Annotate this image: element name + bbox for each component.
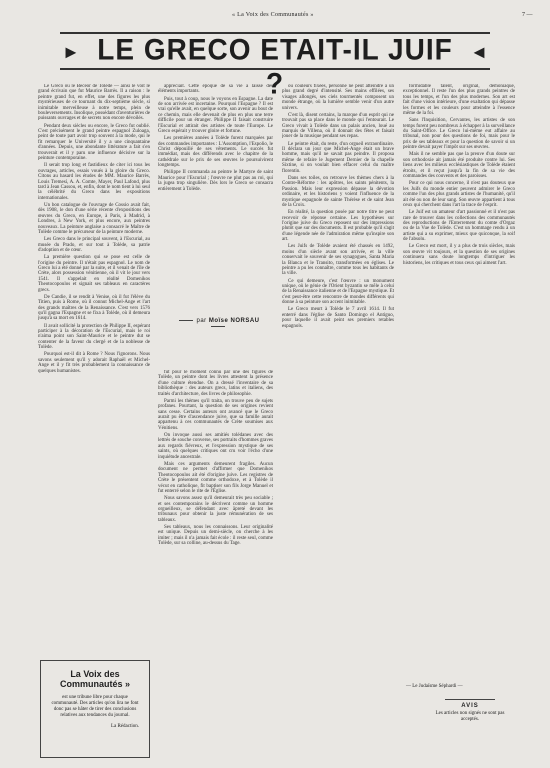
- article-column-1: [38, 84, 150, 656]
- paragraph: Puis, tout à coup, nous le voyons en Espagne. La date de son arrivée est incertaine. Pourquoi l'Espagne ? Il est vrai qu'elle avait, en quelque sorte, son avenir au bout de ce chemin, mais elle devenait de plus en plus une terre difficile pour un étranger. Philippe II faisait construire l'Escurial et attirait des artistes de toute l'Europe. Le Greco espérait y trouver gloire et fortune.: [158, 96, 273, 135]
- byline-prefix: par: [196, 318, 207, 324]
- notice-body: est une tribune libre pour chaque communauté. Des articles qu'on lira ne font donc pas se hâter de tirer des conclusions relatives aux tendances du journal.: [51, 695, 139, 718]
- notice-title: La Voix des Communautés »: [59, 669, 130, 689]
- article-column-4: [403, 84, 515, 680]
- paragraph: Le Juif est un amateur d'art passionné et il n'est pas rare de trouver dans les collections des communautés des reproductions de l'Enterrement du comte d'Orgaz ou de la Vue de Tolède. C'est un hommage rendu à un artiste qui a su exprimer, mieux que quiconque, la soif de l'absolu.: [403, 210, 515, 243]
- paragraph: Il avait sollicité la protection de Philippe II, espérant participer à la décoration de l'Escurial, mais le roi n'aima point son Saint-Maurice et le peintre dut se contenter de la faveur du clergé et de la noblesse de Tolède.: [38, 323, 150, 351]
- paragraph: Pendant deux siècles ou encore, le Greco fut oublié. C'est précisément le grand peintre espagnol Zuloaga, peint de toute part avoir trop souvent à la mode, qui le fit remarquer le Université il y a une cinquantaine d'années. Depuis, une abondante littérature a fait s'en trouverait et il y paru une influence décisive sur la peinture contemporaine.: [38, 123, 150, 162]
- left-arrow-icon: ►: [62, 42, 80, 62]
- paragraph: De Candie, il se rendit à Venise, où il fut l'élève du Titien, puis à Rome, où il connut Michel-Ange et l'art des grands maîtres de la Renaissance. C'est vers 1576 qu'il gagna l'Espagne et se fixa à Tolède, où il demeura jusqu'à sa mort en 1614.: [38, 294, 150, 322]
- paragraph: Les premières années à Tolède furent marquées par des commandes importantes : L'Assomption, l'Espolio, le Christ dépouillé de ses vêtements. Le succès fut immédiat, mais des différends avec le chapitre de la cathédrale sur le prix de ses œuvres le poursuivirent longtemps.: [158, 136, 273, 169]
- article-column-3: [282, 84, 394, 684]
- paragraph: fut pour le moment connu par une des figures de Tolède, un peintre dont les livres attestent la présence d'une culture étendue. On a dressé l'inventaire de sa bibliothèque : des auteurs grecs, latins et italiens, des traités d'architecture, des livres de philosophie.: [158, 370, 273, 397]
- running-title: « La Voix des Communautés »: [232, 12, 314, 18]
- paragraph: Nous savons assez qu'il demeurait très peu sociable ; et ses contemporains le décrivent comme un homme orgueilleux, se défendant avec âpreté devant les tribunaux pour obtenir la juste rémunération de ses tableaux.: [158, 496, 273, 523]
- paragraph: Le peintre était, du reste, d'un orgueil extraordinaire. Il déclara un jour que Michel-Ange était un brave homme, mais qu'il ne savait pas peindre. Il proposa même de refaire le Jugement Dernier de la chapelle Sixtine, si on voulait bien effacer celui du maître florentin.: [282, 141, 394, 174]
- paragraph: Le Greco meurt à Tolède le 7 avril 1614. Il fut enterré dans l'église de Santo Domingo el Antiguo, pour laquelle il avait peint ses premiers retables espagnols.: [282, 307, 394, 329]
- page-number: 7 —: [522, 12, 533, 18]
- right-arrow-icon: ◄: [470, 42, 488, 62]
- paragraph: Pour ce qui nous concerne, il n'est pas douteux que les Juifs du monde entier peuvent admirer le Greco comme l'un des plus grands artistes de l'humanité, qu'il ait été ou non de leur sang. Son œuvre appartient à tous ceux qui cherchent dans l'art la trace de l'esprit.: [403, 181, 515, 208]
- paragraph: Mais il ne semble pas que la preuve d'un doute sur son orthodoxie ait jamais été produite contre lui. Ses liens avec les milieux ecclésiastiques de Tolède étaient étroits, et il reçut jusqu'à la fin de sa vie des commandes des couvents et des paroisses.: [403, 152, 515, 180]
- paragraph: Le Greco est mort, il y a plus de trois siècles, mais son œuvre vit toujours, et la question de ses origines continuera sans doute longtemps d'intriguer les historiens, les critiques et tous ceux qui aiment l'art.: [403, 244, 515, 266]
- paragraph: Sans l'Inquisition, Cervantes, les artistes de son temps furent peu nombreux à échapper à la surveillance du Saint-Office. Le Greco lui-même eut affaire au tribunal, non pour des questions de foi, mais pour le prix de ses tableaux et pour la question de savoir si un peintre devait payer l'impôt sur ses œuvres.: [403, 118, 515, 151]
- divider: [445, 699, 495, 700]
- article-column-2: [158, 84, 273, 306]
- paragraph: Ses tableaux, nous les connaissons. Leur originalité est unique. Depuis un demi-siècle, on cherche à les imiter ; mais il n'a jamais fait école : il reste seul, comme Tolède, sur sa colline, au-dessus du Tage.: [158, 524, 273, 547]
- paragraph: formidable talent, original, démoniaque, exceptionnel. Il reste l'un des plus grands peintres de tous les temps, et l'un des plus modernes. Son art est fait d'une vision intérieure, d'une exaltation qui dépasse les formes et les couleurs pour atteindre à l'essence même de la foi.: [403, 84, 515, 117]
- paragraph: Pourquoi est-il dit à Rome ? Nous l'ignorons. Nous savons seulement qu'il y adorait Raphaël et Michel-Ange et il y fit très probablement la connaissance de quelques humanistes.: [38, 352, 150, 374]
- paragraph: On invoque aussi ses amitiés tolédanes avec des lettrés de souche converse, ses portraits d'hommes graves aux regards fiévreux, et l'expression mystique de ses saints, où quelques critiques ont cru voir l'écho d'une inquiétude ancestrale.: [158, 433, 273, 460]
- paragraph: Les Greco dans le principal souvent, à l'Escurial, au musée du Prado, et sur tout à Tolède, sa patrie d'adoption et de cœur.: [38, 237, 150, 253]
- article-column-2b: [158, 370, 273, 750]
- paragraph: Ce qui demeure, c'est l'œuvre : un monument unique, où le génie de l'Orient byzantin se mêle à celui de la Renaissance italienne et de l'Espagne mystique. Et c'est peut-être cette rencontre de mondes différents qui donne à sa peinture son accent inimitable.: [282, 278, 394, 306]
- avis-box: [430, 699, 510, 723]
- paragraph: La première question qui se pose est celle de l'origine du peintre. Il n'était pas espagnol. Le nom de Greco lui a été donné par la suite, et il venait de l'île de Crète, alors possession vénitienne, où il vit le jour vers 1541. Il s'appelait en réalité Domenikos Theotocopoulos et signait ses tableaux en caractères grecs.: [38, 255, 150, 293]
- paragraph: Un bon catalogue de l'ouvrage de Cossio avait fait, dès 1908, le don d'une série récente d'expositions des œuvres du Greco, en Europe, à Paris, à Madrid, à Londres, à New York, et plus encore, aux peintres nouveaux. La peinture anglaise a consacré le Maître de Tolède comme le précurseur de la peinture moderne.: [38, 202, 150, 235]
- headline: LE GRECO ETAIT-IL JUIF ?: [97, 33, 453, 100]
- avis-title: AVIS: [461, 703, 479, 709]
- paragraph: Il serait trop long et fastidieux de citer ici tous les ouvrages, articles, essais voués à la gloire du Greco. Citons au hasard les études de MM. Maurice Barrès, Louis Tremesí, A. A. Comte, Mayer, Paul Lafond, plus tard à Jean Cassou, et, enfin, dont le nom tient à lui seul la célébrité du Greco dans les expositions internationales.: [38, 163, 150, 201]
- paragraph: Mais ces arguments demeurent fragiles. Aucun document ne permet d'affirmer que Domenikos Theotocopoulos ait été d'origine juive. Les registres de Crète le présentent comme orthodoxe, et à Tolède il vécut en catholique, fit baptiser son fils Jorge Manuel et fut enterré selon le rite de l'Église.: [158, 461, 273, 494]
- paragraph: ou couleurs fixées, personne ne peut atteindre à un plus grand degré d'intensité. Ses mains effilées, ses visages allongés, ses ciels tourmentés composent un monde étrange, où la lumière semble venir d'un autre univers.: [282, 84, 394, 111]
- byline-author: Moïse NORSAU: [208, 318, 260, 324]
- paragraph: C'est là, disent certains, la marque d'un esprit qui ne trouvait pas sa place dans le monde qui l'entourait. Le Greco vivait à Tolède dans un palais ancien, loué au marquis de Villena, où il donnait des fêtes et faisait jouer de la musique pendant ses repas.: [282, 112, 394, 140]
- paragraph: Parmi les thèmes qu'il traita, on trouve peu de sujets profanes. Pourtant, la question de ses origines revient sans cesse. Certains auteurs ont avancé que le Greco aurait pu être d'ascendance juive, que sa famille aurait appartenu à ces communautés de Crète soumises aux Vénitiens.: [158, 398, 273, 431]
- paragraph: appréciait. Cette époque de sa vie a laissé des éléments importants.: [158, 84, 273, 95]
- paragraph: En réalité, la question posée par notre titre ne peut recevoir de réponse certaine. Les hypothèses sur l'origine juive du Greco reposent sur des impressions plutôt que sur des documents. Il est probable qu'il s'agit d'une légende née de l'admiration même qu'inspire son art.: [282, 210, 394, 243]
- avis-body: Les articles non signés ne sont pas acceptés.: [435, 711, 505, 722]
- paragraph: Le Greco ou le Beceor de Tolède — ainsi le voit le grand écrivain que fut Maurice Barrès. Il a raison : le peintre grand fut, en effet, une des figures les plus mystérieuses de ce tournant du dix-septième siècle, si inimitable merveilleuse à notre temps, plein de bouleversements. Insolique, possédant d'aventurières de puissants ouvrages et de secrets non encore dévoilés.: [38, 84, 150, 122]
- paragraph: Les Juifs de Tolède avaient été chassés en 1492, moins d'un siècle avant son arrivée, et la ville conservait le souvenir de ses synagogues, Santa Maria la Blanca et le Transito, transformées en églises. Le peintre a pu les connaître, comme tous les habitants de la ville.: [282, 244, 394, 277]
- paragraph: Philippe II commanda au peintre le Martyre de saint Maurice pour l'Escurial ; l'œuvre ne plut pas au roi, qui la jugea trop singulière. Dès lors le Greco se consacra entièrement à Tolède.: [158, 170, 273, 192]
- notice-signature: La Rédaction.: [110, 724, 139, 729]
- notice-box: [40, 660, 150, 758]
- byline: [170, 318, 266, 330]
- paragraph: Dans ses toiles, on retrouve les thèmes chers à la Contre-Réforme : les apôtres, les saints pénitents, la Passion. Mais leur expression dépasse la dévotion ordinaire, et les historiens y voient l'influence de la mystique espagnole de sainte Thérèse et de saint Jean de la Croix.: [282, 175, 394, 208]
- article-signature: — Le Judaïsme Séphardi —: [406, 684, 463, 689]
